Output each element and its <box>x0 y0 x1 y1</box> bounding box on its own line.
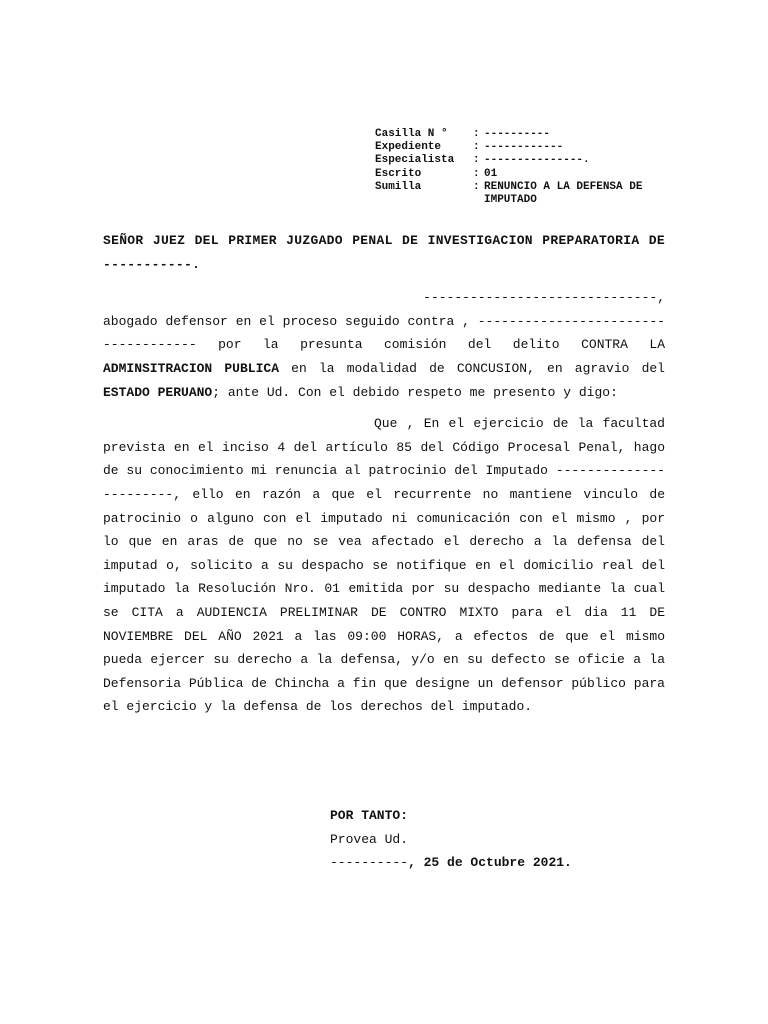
lawyer-name-blank: ------------------------------, <box>423 290 665 306</box>
header-row-expediente <box>375 141 675 154</box>
header-value: ---------- <box>484 128 551 140</box>
header-separator: : <box>473 154 480 167</box>
closing-heading: POR TANTO: <box>330 808 409 823</box>
document-body <box>103 229 665 719</box>
intro-text: abogado defensor en el proceso seguido contra , ------------------------------------ por la presunta comisión del delito CONTRA LA <box>103 313 665 353</box>
header-label: Casilla N ° <box>375 128 448 140</box>
header-row-especialista <box>375 154 675 167</box>
header-separator: : <box>473 167 480 180</box>
crime-name: ADMINSITRACION PUBLICA <box>103 360 279 376</box>
intro-text: en la modalidad de CONCUSION, en agravio del <box>279 360 665 376</box>
closing-date-line <box>330 851 650 875</box>
intro-text: ; ante Ud. Con el debido respeto me presento y digo: <box>212 384 618 400</box>
closing-date: , 25 de Octubre 2021. <box>408 855 572 871</box>
main-paragraph: Que , En el ejercicio de la facultad prevista en el inciso 4 del artículo 85 del Código Procesal Penal, hago de su conocimiento mi renuncia al patrocinio del Imputado -----------------------, ello en razón a que el recurrente no mantiene vinculo de patrocinio o alguno con el imputado ni comunicación con el mismo , por lo que en aras de que no se vea afectado el derecho a la defensa del imputad o, solicito a su despacho se notifique en el domicilio real del imputado la Resolución Nro. 01 emitida por su despacho mediante la cual se CITA a AUDIENCIA PRELIMINAR DE CONTRO MIXTO para el dia 11 DE NOVIEMBRE DEL AÑO 2021 a las 09:00 HORAS, a efectos de que el mismo pueda ejercer su derecho a la defensa, y/o en su defecto se oficie a la Defensoria Pública de Chincha a fin que designe un defensor público para el ejercicio y la defensa de los derechos del imputado. <box>103 416 665 715</box>
header-value: RENUNCIO A LA DEFENSA DE IMPUTADO <box>484 180 643 207</box>
header-separator: : <box>473 141 480 154</box>
addressee: SEÑOR JUEZ DEL PRIMER JUZGADO PENAL DE INVESTIGACION PREPARATORIA DE -----------. <box>103 233 665 272</box>
header-row-escrito <box>375 168 675 181</box>
header-separator: : <box>473 128 480 140</box>
header-label: Especialista <box>375 154 455 167</box>
case-header <box>375 128 675 207</box>
header-value: 01 <box>484 167 498 180</box>
closing-block <box>330 804 650 875</box>
header-label: Escrito <box>375 167 422 180</box>
header-value: ------------ <box>484 141 564 154</box>
place-blank: ---------- <box>330 855 409 871</box>
header-row-sumilla <box>375 181 675 207</box>
header-label: Expediente <box>375 141 442 154</box>
header-value: ---------------. <box>484 154 590 167</box>
header-separator: : <box>473 180 480 193</box>
header-label: Sumilla <box>375 180 422 193</box>
aggrieved-party: ESTADO PERUANO <box>103 384 213 400</box>
closing-line: Provea Ud. <box>330 831 409 847</box>
intro-paragraph <box>103 310 665 404</box>
header-row-casilla <box>375 128 675 141</box>
